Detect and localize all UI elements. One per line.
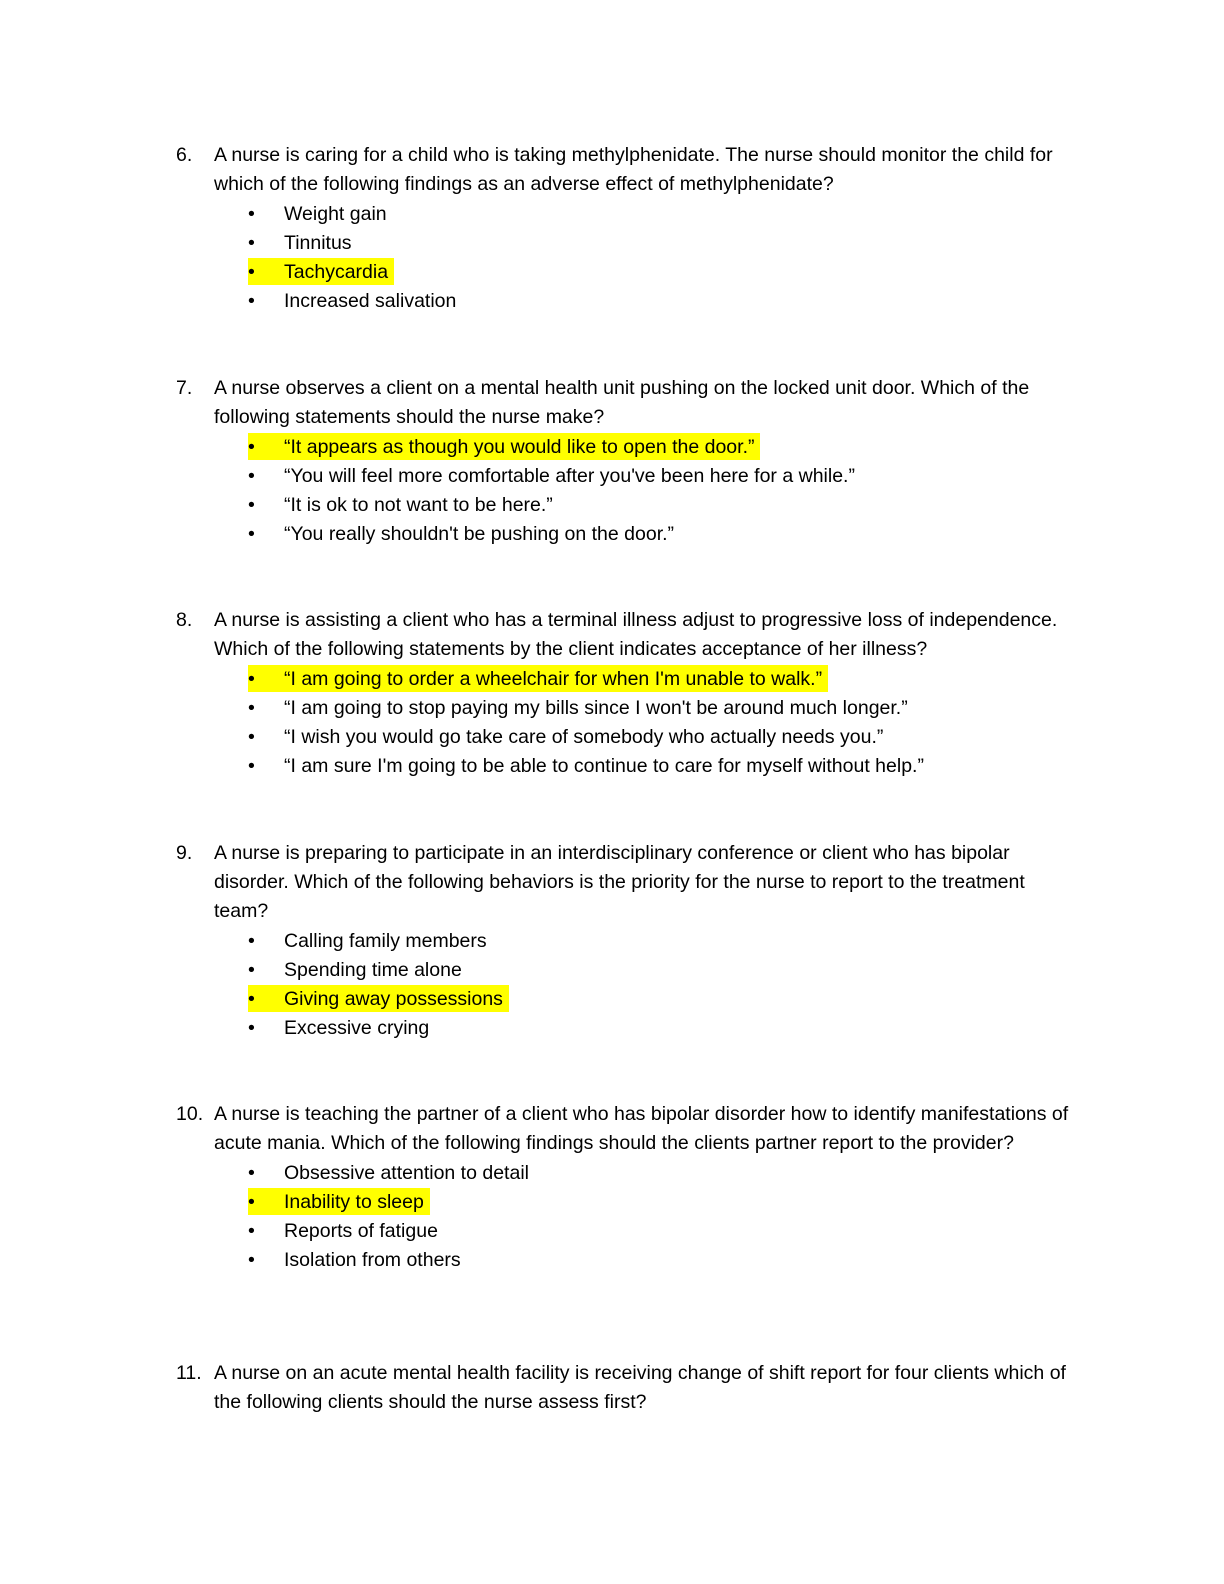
answer-option-highlighted: [176, 1187, 1076, 1216]
question-11: [176, 1359, 1076, 1417]
option-text: Inability to sleep: [284, 1191, 424, 1213]
bullet-icon: •: [248, 726, 255, 748]
bullet-icon: •: [248, 465, 255, 487]
bullet-icon: •: [248, 494, 255, 516]
question-6: [176, 141, 1076, 315]
answer-option: [176, 228, 1076, 257]
question-8: [176, 606, 1076, 780]
answer-options: [176, 1158, 1076, 1274]
option-text: “You will feel more comfortable after you've been here for a while.”: [284, 465, 855, 487]
bullet-icon: •: [248, 261, 255, 283]
bullet-icon: •: [248, 755, 255, 777]
question-number: 9.: [176, 842, 193, 864]
answer-option-highlighted: [176, 257, 1076, 286]
answer-option-highlighted: [176, 984, 1076, 1013]
bullet-icon: •: [248, 988, 255, 1010]
option-text: Excessive crying: [284, 1017, 430, 1039]
option-text: “It appears as though you would like to open the door.”: [284, 436, 755, 458]
question-text: A nurse observes a client on a mental health unit pushing on the locked unit door. Which of the following statements should the nurse make?: [214, 377, 1030, 428]
answer-option: [176, 286, 1076, 315]
bullet-icon: •: [248, 290, 255, 312]
answer-option: [176, 693, 1076, 722]
option-text: Increased salivation: [284, 290, 457, 312]
answer-option: [176, 722, 1076, 751]
question-text: A nurse is preparing to participate in an interdisciplinary conference or client who has bipolar disorder. Which of the following behaviors is the priority for the nurse to report to the treatment team?: [214, 842, 1025, 922]
answer-options: [176, 926, 1076, 1042]
option-text: Spending time alone: [284, 959, 462, 981]
question-number: 6.: [176, 144, 193, 166]
bullet-icon: •: [248, 1249, 255, 1271]
bullet-icon: •: [248, 1191, 255, 1213]
answer-options: [176, 199, 1076, 315]
option-text: Reports of fatigue: [284, 1220, 438, 1242]
answer-option: [176, 490, 1076, 519]
answer-option: [176, 199, 1076, 228]
question-stem: [176, 839, 1076, 926]
answer-option: [176, 461, 1076, 490]
option-text: “I am going to stop paying my bills since I won't be around much longer.”: [284, 697, 908, 719]
bullet-icon: •: [248, 232, 255, 254]
option-text: Isolation from others: [284, 1249, 461, 1271]
option-text: Giving away possessions: [284, 988, 503, 1010]
answer-option: [176, 955, 1076, 984]
option-text: “It is ok to not want to be here.”: [284, 494, 553, 516]
question-number: 11.: [176, 1362, 202, 1384]
answer-options: [176, 664, 1076, 780]
answer-option: [176, 519, 1076, 548]
question-number: 8.: [176, 609, 193, 631]
question-10: [176, 1100, 1076, 1274]
question-7: [176, 374, 1076, 548]
option-text: “You really shouldn't be pushing on the door.”: [284, 523, 675, 545]
bullet-icon: •: [248, 930, 255, 952]
question-number: 10.: [176, 1103, 204, 1125]
answer-option-highlighted: [176, 432, 1076, 461]
question-text: A nurse is assisting a client who has a terminal illness adjust to progressive loss of independence. Which of the following statements by the client indicates acceptance of her illness?: [214, 609, 1058, 660]
option-text: “I am going to order a wheelchair for when I'm unable to walk.”: [284, 668, 823, 690]
bullet-icon: •: [248, 668, 255, 690]
option-text: Tachycardia: [284, 261, 389, 283]
question-stem: [176, 1100, 1076, 1158]
answer-option: [176, 751, 1076, 780]
question-stem: [176, 606, 1076, 664]
question-stem: [176, 141, 1076, 199]
option-text: “I am sure I'm going to be able to continue to care for myself without help.”: [284, 755, 924, 777]
question-stem: [176, 1359, 1076, 1417]
option-text: Weight gain: [284, 203, 387, 225]
bullet-icon: •: [248, 436, 255, 458]
question-number: 7.: [176, 377, 193, 399]
question-text: A nurse on an acute mental health facility is receiving change of shift report for four clients which of the following clients should the nurse assess first?: [214, 1362, 1066, 1413]
bullet-icon: •: [248, 1162, 255, 1184]
option-text: Tinnitus: [284, 232, 352, 254]
question-9: [176, 839, 1076, 1042]
bullet-icon: •: [248, 1017, 255, 1039]
bullet-icon: •: [248, 1220, 255, 1242]
bullet-icon: •: [248, 697, 255, 719]
bullet-icon: •: [248, 523, 255, 545]
question-text: A nurse is caring for a child who is taking methylphenidate. The nurse should monitor the child for which of the following findings as an adverse effect of methylphenidate?: [214, 144, 1053, 195]
answer-option: [176, 926, 1076, 955]
bullet-icon: •: [248, 959, 255, 981]
answer-option-highlighted: [176, 664, 1076, 693]
answer-option: [176, 1216, 1076, 1245]
answer-options: [176, 432, 1076, 548]
option-text: Obsessive attention to detail: [284, 1162, 529, 1184]
answer-option: [176, 1158, 1076, 1187]
answer-option: [176, 1245, 1076, 1274]
option-text: Calling family members: [284, 930, 487, 952]
option-text: “I wish you would go take care of somebody who actually needs you.”: [284, 726, 884, 748]
answer-option: [176, 1013, 1076, 1042]
question-stem: [176, 374, 1076, 432]
bullet-icon: •: [248, 203, 255, 225]
question-text: A nurse is teaching the partner of a client who has bipolar disorder how to identify manifestations of acute mania. Which of the following findings should the clients partner report to the provider?: [214, 1103, 1069, 1154]
